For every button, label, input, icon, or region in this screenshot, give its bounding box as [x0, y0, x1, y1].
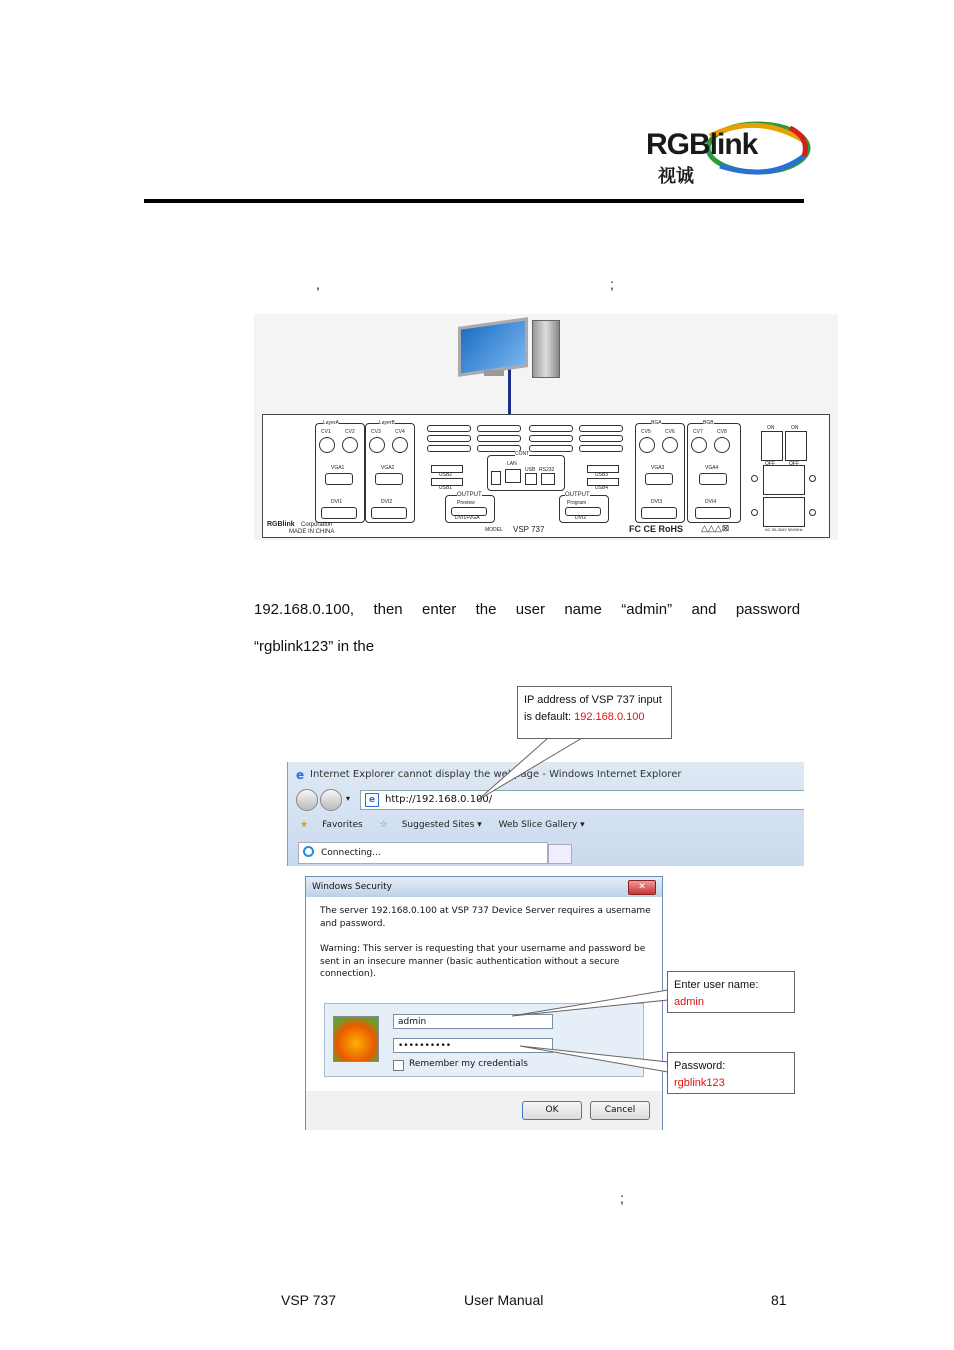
user-callout-pointer — [512, 990, 668, 1016]
cv7-label: CV7 — [693, 429, 703, 435]
cv6-label: CV6 — [665, 429, 675, 435]
lan-label: LAN — [507, 461, 517, 467]
ok-button[interactable]: OK — [522, 1101, 582, 1120]
add-favorite-icon[interactable]: ☆ — [379, 820, 388, 830]
ip-callout-prefix: is default: — [524, 711, 575, 723]
usb3-label: USB3 — [595, 472, 609, 478]
favorites-star-icon: ★ — [300, 820, 309, 830]
usb1-label: USB1 — [439, 485, 453, 491]
layer-a-label: LayerA — [323, 420, 339, 426]
bgb-label: BGB — [703, 420, 714, 426]
cv4-label: CV4 — [395, 429, 405, 435]
dvi2-label: DVI2 — [381, 499, 393, 505]
pass-callout-pointer — [520, 1046, 668, 1072]
corp-label: Corporation — [301, 522, 333, 528]
ac-rating-label: AC 90-264V 50/60Hz — [765, 527, 803, 532]
cont-label: CONT — [515, 451, 530, 457]
body-word: “admin” — [621, 601, 673, 618]
instruction-line-2: “rgblink123” in the — [254, 638, 375, 655]
cv2-label: CV2 — [345, 429, 355, 435]
tab-title: Connecting... — [321, 848, 381, 858]
dialog-title: Windows Security — [312, 882, 392, 892]
ip-callout-value: 192.168.0.100 — [574, 711, 645, 723]
vga1-label: VGA1 — [331, 465, 345, 471]
trailing-semicolon: ; — [620, 1190, 624, 1206]
warning-message: Warning: This server is requesting that your username and password be sent in an insecure manner (basic authentication without a secure connection). — [320, 944, 646, 979]
dvi2-output-label: DVI2 — [575, 515, 587, 521]
body-word: the — [475, 601, 497, 618]
vga4-label: VGA4 — [705, 465, 719, 471]
warning-triangle-icons: △△△⊠ — [701, 523, 730, 533]
intro-semicolon: ; — [610, 276, 614, 292]
body-word: and — [691, 601, 717, 618]
program-label: Program — [567, 500, 587, 506]
off-label: OFF — [765, 461, 775, 467]
password-callout-label: Password: — [674, 1060, 726, 1072]
certification-marks: FC CE RoHS — [629, 524, 683, 534]
address-text: http://192.168.0.100/ — [385, 794, 493, 805]
cancel-button[interactable]: Cancel — [590, 1101, 650, 1120]
username-callout-label: Enter user name: — [674, 979, 759, 991]
vga2-label: VGA2 — [381, 465, 395, 471]
ip-callout — [517, 686, 672, 739]
on-label-2: ON — [791, 425, 799, 431]
username-callout-value: admin — [674, 996, 704, 1008]
logo-brand-text: RGBlink — [646, 128, 758, 161]
usb2-label: USB2 — [439, 472, 453, 478]
cv3-label: CV3 — [371, 429, 381, 435]
favorites-button[interactable]: Favorites — [322, 820, 363, 830]
cv8-label: CV8 — [717, 429, 727, 435]
ip-callout-line2 — [524, 709, 665, 726]
output-program-label: OUTPUT — [565, 492, 590, 498]
layer-b-label: LayerB — [379, 420, 395, 426]
body-word: then — [373, 601, 403, 618]
footer-model: VSP 737 — [281, 1292, 337, 1308]
usb4-label: USB4 — [595, 485, 609, 491]
history-dropdown-icon[interactable]: ▾ — [346, 794, 351, 803]
cv1-label: CV1 — [321, 429, 331, 435]
remember-label: Remember my credentials — [409, 1059, 528, 1069]
corp-brand-label: RGBlink — [267, 521, 295, 528]
dvi1-label: DVI1 — [331, 499, 343, 505]
off-label-2: OFF — [789, 461, 799, 467]
ip-callout-pointer — [478, 738, 582, 800]
suggested-sites-link[interactable]: Suggested Sites ▾ — [401, 820, 482, 830]
ie-logo-icon: e — [296, 768, 305, 782]
password-field[interactable]: •••••••••• — [393, 1038, 553, 1053]
made-in-label: MADE IN CHINA — [289, 529, 335, 535]
on-label: ON — [767, 425, 775, 431]
close-icon[interactable]: ✕ — [628, 880, 656, 895]
page-icon: e — [365, 793, 379, 807]
body-word: 192.168.0.100, — [254, 601, 355, 618]
vga3-label: VGA3 — [651, 465, 665, 471]
dvi3-label: DVI3 — [651, 499, 663, 505]
usb-label: USB — [525, 467, 536, 473]
password-callout-value: rgblink123 — [674, 1077, 725, 1089]
body-word: user — [515, 601, 545, 618]
logo-chinese-text: 视诚 — [658, 166, 694, 187]
dvi-vga-label: DVI1+VGA — [455, 515, 480, 521]
footer-doc-title: User Manual — [464, 1292, 544, 1308]
footer-page-number: 81 — [771, 1292, 787, 1308]
bga-label: BGA — [651, 420, 662, 426]
username-field[interactable]: admin — [393, 1014, 553, 1029]
model-value: VSP 737 — [513, 525, 545, 534]
body-word: name — [564, 601, 602, 618]
rs232-label: RS232 — [539, 467, 555, 473]
password-callout — [667, 1052, 795, 1094]
server-message: The server 192.168.0.100 at VSP 737 Device Server requires a username and password. — [320, 906, 651, 929]
web-slice-link[interactable]: Web Slice Gallery ▾ — [498, 820, 585, 830]
preview-label: Preview — [457, 500, 475, 506]
ie-window-title: Internet Explorer cannot display the webpage - Windows Internet Explorer — [310, 769, 682, 780]
ip-callout-line1: IP address of VSP 737 input — [524, 694, 662, 706]
body-word: password — [735, 601, 801, 618]
intro-comma: , — [316, 276, 320, 292]
cv5-label: CV5 — [641, 429, 651, 435]
output-preview-label: OUTPUT — [457, 492, 482, 498]
model-label: MODEL — [485, 527, 503, 533]
username-callout — [667, 971, 795, 1013]
body-word: enter — [422, 601, 457, 618]
dvi4-label: DVI4 — [705, 499, 717, 505]
